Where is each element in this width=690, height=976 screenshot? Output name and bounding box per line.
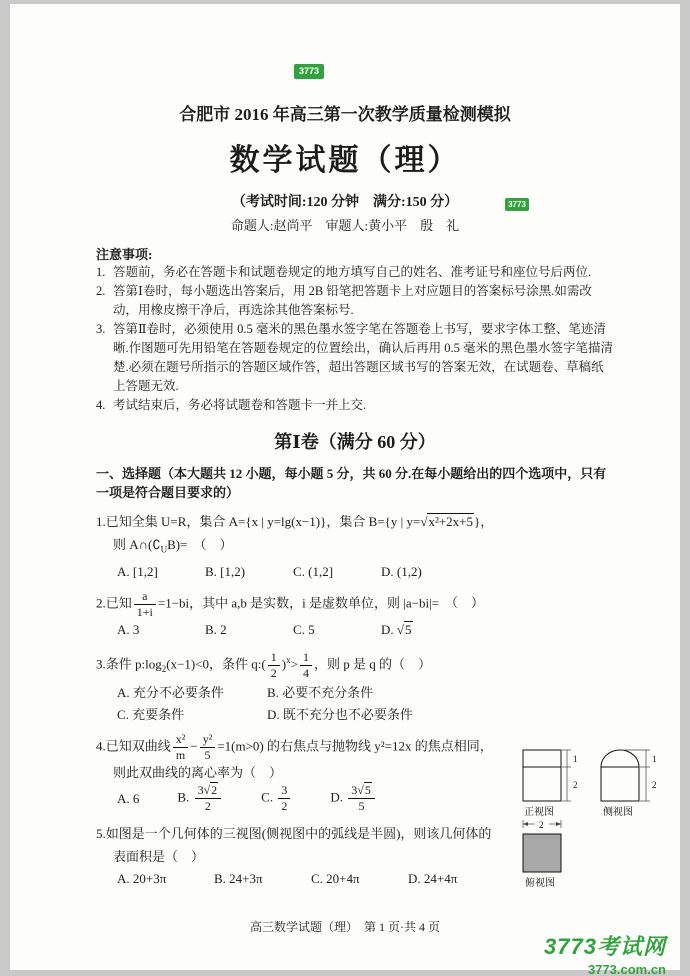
authors-line: 命题人:赵尚平 审题人:黄小平 殷 礼 xyxy=(230,218,460,233)
numerator xyxy=(195,784,222,799)
numerator: 3 xyxy=(278,784,290,799)
options-row xyxy=(96,682,614,704)
question-text: 已知双曲线 xyxy=(105,738,171,754)
option-c xyxy=(261,784,292,813)
right-paren: ) xyxy=(281,656,287,672)
exam-header: 合肥市 2016 年高三第一次教学质量检测模拟 xyxy=(179,105,511,124)
option-c: C. 20+4π xyxy=(311,870,360,886)
option-label: B. xyxy=(177,789,193,805)
exam-title: 数学试题（理） xyxy=(229,144,461,177)
coefficient: 3 xyxy=(351,783,358,798)
question-text: ，则 p 是 q 的（ ） xyxy=(313,656,431,672)
question-number: 3. xyxy=(96,656,106,672)
front-view xyxy=(523,750,578,801)
option-a: A. 3 xyxy=(117,621,140,637)
fraction xyxy=(200,733,216,762)
question-text: =1−bi，其中 a,b 是实数，i 是虚数单位，则 |a−bi|= xyxy=(157,595,440,611)
page-footer: 高三数学试题（理） 第 1 页·共 4 页 xyxy=(250,920,440,934)
option-c: C. 5 xyxy=(293,621,315,637)
site-stamp-icon: 3773 xyxy=(294,64,324,79)
left-paren: ( xyxy=(261,656,266,672)
three-view-drawing xyxy=(515,740,680,892)
fraction xyxy=(268,651,280,680)
sqrt-expression xyxy=(357,782,372,797)
site-watermark xyxy=(544,930,666,976)
question-number: 4. xyxy=(96,738,106,754)
question-line xyxy=(96,590,614,619)
fraction xyxy=(278,784,290,813)
radicand: 5 xyxy=(364,783,371,798)
notice-text: 考试结束后，务必将试题卷和答题卡一并上交. xyxy=(113,398,367,412)
radicand: 2 xyxy=(211,783,218,798)
option-b: B. 2 xyxy=(205,621,227,637)
option-d: D. 既不充分也不必要条件 xyxy=(267,706,413,722)
answer-blank: （ ） xyxy=(445,595,485,611)
options-row xyxy=(96,619,614,641)
three-view-figure xyxy=(515,740,680,897)
notice-item xyxy=(96,263,614,282)
notice-number: 4. xyxy=(96,398,106,412)
top-view xyxy=(523,834,561,872)
exam-sheet xyxy=(10,4,680,976)
option-b: B. 24+3π xyxy=(214,870,263,886)
question-1 xyxy=(96,509,614,583)
subscript: U xyxy=(160,544,168,555)
side-dim-top: 1 xyxy=(652,754,657,764)
denominator: m xyxy=(175,748,186,763)
denominator: 5 xyxy=(358,799,365,814)
options-row xyxy=(96,561,614,583)
side-view-label: 侧视图 xyxy=(603,807,633,818)
fraction xyxy=(348,784,375,813)
greater-than: > xyxy=(290,656,298,672)
denominator: 1+i xyxy=(136,604,153,619)
fraction xyxy=(195,784,222,813)
site-stamp-icon: 3773 xyxy=(505,198,529,211)
notice-text: 答第Ⅰ卷时，每小题选出答案后，用 2B 铅笔把答题卡上对应题目的答案标号涂黑.如需改动，用橡皮擦干净后，再选涂其他答案标号. xyxy=(113,284,592,317)
numerator: x² xyxy=(173,733,189,748)
option-c: C. 充要条件 xyxy=(117,706,185,722)
question-2 xyxy=(96,590,614,641)
notice-number: 1. xyxy=(96,265,106,279)
width-dim-label: 2 xyxy=(539,820,544,830)
question-3 xyxy=(96,648,614,726)
option-a: A. [1,2] xyxy=(117,563,158,579)
option-c: C. (1,2] xyxy=(293,563,334,579)
numerator: a xyxy=(134,590,156,605)
option-a: A. 6 xyxy=(117,790,140,806)
question-line xyxy=(96,509,614,534)
radical-sign: √ xyxy=(357,783,364,798)
denominator: 2 xyxy=(281,799,288,814)
numerator: 1 xyxy=(300,651,312,666)
fraction xyxy=(134,590,156,619)
option-b: B. 必要不充分条件 xyxy=(267,684,374,700)
front-view-label: 正视图 xyxy=(524,807,554,818)
notice-text: 答第Ⅱ卷时，必须使用 0.5 毫米的黑色墨水签字笔在答题卷上书写，要求字体工整、笔迹清晰.作图题可先用铅笔在答题卷规定的位置绘出，确认后再用 0.5 毫米的黑色墨水签字笔描清楚.必须在题号所指示的答题区域作答，超出答题区域书写的答案无效，在试题卷、草稿纸上答题无效. xyxy=(113,322,614,393)
denominator: 4 xyxy=(302,665,309,680)
option-label: C. xyxy=(261,789,277,805)
option-a: A. 充分不必要条件 xyxy=(117,684,224,700)
question-number: 1. xyxy=(96,514,106,529)
answer-blank: （ ） xyxy=(193,537,233,552)
fraction xyxy=(173,733,189,762)
watermark-site-name: 3773考试网 xyxy=(544,934,666,959)
fraction xyxy=(300,651,312,680)
radical-sign: √ xyxy=(420,514,428,529)
side-dim-bottom: 2 xyxy=(652,780,657,790)
mc-section-header: 一、选择题（本大题共 12 小题，每小题 5 分，共 60 分.在每小题给出的四个选项中，只有一项是符合题目要求的） xyxy=(96,466,607,500)
option-d: D. 24+4π xyxy=(408,870,458,886)
option-label: D. xyxy=(330,789,347,805)
question-text: }， xyxy=(474,514,494,529)
option-a: A. 20+3π xyxy=(117,870,167,886)
denominator: 5 xyxy=(204,748,211,763)
option-d xyxy=(381,619,413,641)
notice-number: 3. xyxy=(96,322,106,336)
width-dimension xyxy=(523,820,561,830)
top-view-label: 俯视图 xyxy=(525,878,555,889)
notice-heading: 注意事项: xyxy=(96,247,153,262)
notice-item xyxy=(96,320,614,396)
question-text: 已知 xyxy=(105,595,132,611)
coefficient: 3 xyxy=(197,783,204,798)
subscript: 2 xyxy=(161,663,167,674)
numerator: 1 xyxy=(268,651,280,666)
sqrt-expression xyxy=(204,782,219,797)
notice-number: 2. xyxy=(96,284,106,298)
option-d xyxy=(330,784,376,813)
radical-sign: √ xyxy=(396,621,405,637)
options-row xyxy=(96,704,614,726)
question-text: =1(m>0) 的右焦点与抛物线 y²=12x 的焦点相同， xyxy=(217,738,493,754)
question-text: 条件 p:log xyxy=(105,656,162,672)
question-text: B)= xyxy=(167,537,188,552)
denominator: 2 xyxy=(204,799,211,814)
notice-item xyxy=(96,396,614,415)
front-dim-top: 1 xyxy=(573,754,578,764)
radicand: x²+2x+5 xyxy=(428,514,474,529)
radical-sign: √ xyxy=(203,783,211,798)
superscript: x xyxy=(286,654,291,665)
option-b: B. [1,2) xyxy=(205,563,246,579)
option-b xyxy=(177,784,223,813)
option-label: D. xyxy=(381,621,397,637)
sqrt-expression xyxy=(397,621,413,637)
side-view xyxy=(601,750,657,801)
question-number: 2. xyxy=(96,595,106,611)
notice-text: 答题前，务必在答题卡和试题卷规定的地方填写自己的姓名、准考证号和座位号后两位. xyxy=(113,265,592,279)
question-text: 如图是一个几何体的三视图(侧视图中的弧线是半圆)，则该几何体的 xyxy=(105,825,492,841)
radicand: 5 xyxy=(405,621,412,637)
numerator xyxy=(348,784,375,799)
question-line xyxy=(96,648,614,682)
sqrt-expression xyxy=(420,513,474,529)
denominator: 2 xyxy=(270,665,277,680)
watermark-domain: 3773.com.cn xyxy=(587,962,666,976)
exam-info: （考试时间:120 分钟 满分:150 分） xyxy=(231,195,459,210)
notice-item xyxy=(96,282,614,320)
numerator: y² xyxy=(200,733,216,748)
question-text: 已知全集 U=R，集合 A={x | y=lg(x−1)}，集合 B={y | y= xyxy=(105,514,421,529)
option-d: D. (1,2) xyxy=(381,563,422,579)
question-text: (x−1)<0，条件 q: xyxy=(166,656,262,672)
question-text: 则此双曲线的离心率为（ ） xyxy=(113,765,283,781)
minus-sign: − xyxy=(190,738,198,754)
section-title: 第Ⅰ卷（满分 60 分） xyxy=(274,432,436,452)
front-dim-bottom: 2 xyxy=(573,780,578,790)
question-text: 表面积是（ ） xyxy=(113,848,205,864)
question-number: 5. xyxy=(96,825,106,841)
question-line xyxy=(96,534,614,561)
question-text: 则 A∩(∁ xyxy=(113,537,161,552)
